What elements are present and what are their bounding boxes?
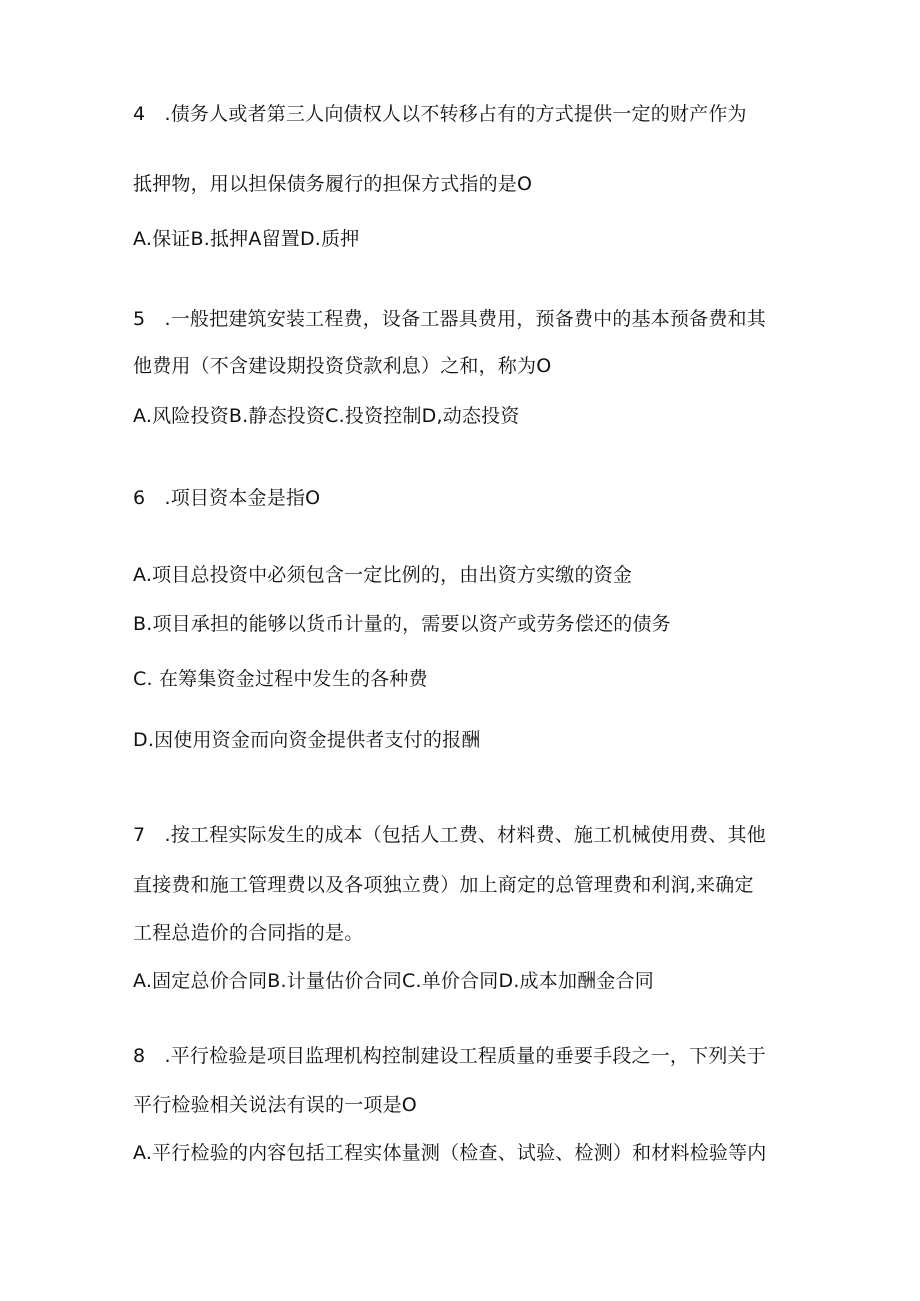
question-7-stem-line-1: 7 .按工程实际发生的成本（包括人工费、材料费、施工机械使用费、其他 xyxy=(133,824,766,846)
question-5-stem-line-1: 5 .一般把建筑安装工程费，设备工器具费用，预备费中的基本预备费和其 xyxy=(133,308,766,330)
question-4-stem-line-1: 4 .债务人或者第三人向债权人以不转移占有的方式提供一定的财产作为 xyxy=(133,103,747,125)
question-6-option-d: D.因使用资金而向资金提供者支付的报酬 xyxy=(133,729,481,751)
question-5-stem-line-2: 他费用（不含建设期投资贷款利息）之和，称为O xyxy=(133,355,552,377)
question-8-option-a: A.平行检验的内容包括工程实体量测（检查、试验、检测）和材料检验等内 xyxy=(133,1142,767,1164)
question-8-stem-line-1: 8 .平行检验是项目监理机构控制建设工程质量的垂要手段之一，下列关于 xyxy=(133,1045,766,1067)
question-4-stem-line-2: 抵押物，用以担保债务履行的担保方式指的是O xyxy=(133,173,533,195)
question-4-options: A.保证B.抵押A留置D.质押 xyxy=(133,228,360,250)
question-7-stem-line-3: 工程总造价的合同指的是。 xyxy=(133,922,364,944)
question-7-stem-line-2: 直接费和施工管理费以及各项独立费）加上商定的总管理费和利润,来确定 xyxy=(133,874,754,896)
question-5-options: A.风险投资B.静态投资C.投资控制D,动态投资 xyxy=(133,405,520,427)
question-6-option-a: A.项目总投资中必须包含一定比例的，由出资方实缴的资金 xyxy=(133,564,633,586)
question-8-stem-line-2: 平行检验相关说法有误的一项是O xyxy=(133,1094,417,1116)
question-6-option-b: B.项目承担的能够以货币计量的，需要以资产或劳务偿还的债务 xyxy=(133,613,671,635)
question-6-option-c: C. 在筹集资金过程中发生的各种费 xyxy=(133,668,428,690)
question-6-stem-line-1: 6 .项目资本金是指O xyxy=(133,487,321,509)
question-7-options: A.固定总价合同B.计量估价合同C.单价合同D.成本加酬金合同 xyxy=(133,970,654,992)
